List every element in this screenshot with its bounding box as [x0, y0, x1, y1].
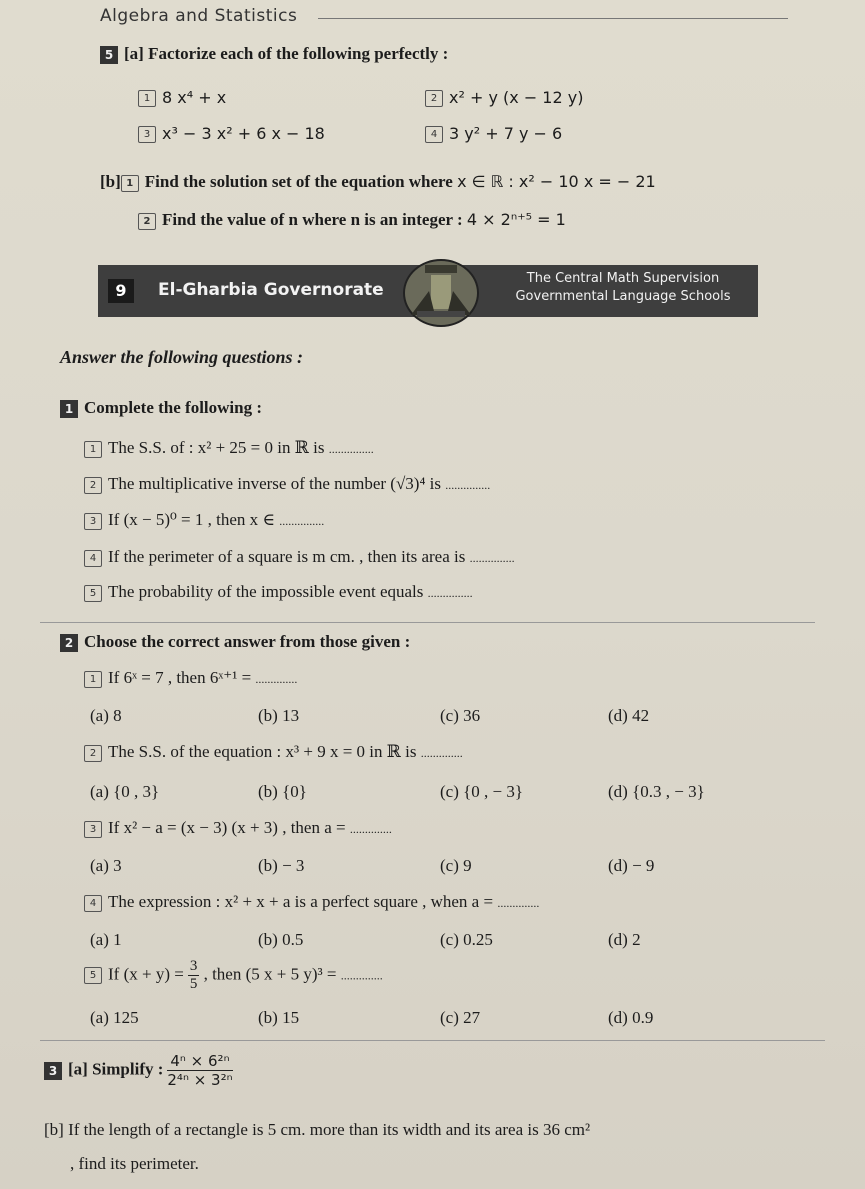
instructions: Answer the following questions : — [60, 347, 304, 367]
q2-item-3-opt-b[interactable]: (b) − 3 — [258, 856, 305, 875]
governorate-emblem-icon — [403, 259, 479, 327]
section-divider-2 — [40, 1040, 825, 1041]
q1-item-3-number: 3 — [84, 513, 102, 530]
q2-item-3-opt-c[interactable]: (c) 9 — [440, 856, 472, 875]
prev-item-2-expr: x² + y (x − 12 y) — [449, 88, 584, 107]
q2-item-2-opt-a[interactable]: (a) {0 , 3} — [90, 782, 160, 801]
prev-item-4-number: 4 — [425, 126, 443, 143]
q2-item-2-number: 2 — [84, 745, 102, 762]
q1-item-5-number: 5 — [84, 585, 102, 602]
q1-item-4 — [84, 547, 515, 567]
q2-item-5-opt-a[interactable]: (a) 125 — [90, 1008, 139, 1027]
prev-item-3-expr: x³ − 3 x² + 6 x − 18 — [162, 124, 325, 143]
q2-item-1-opt-b[interactable]: (b) 13 — [258, 706, 300, 725]
q3-a — [44, 1052, 233, 1089]
q2-item-5-blank: .............. — [340, 968, 383, 983]
prev-q-number: 5 — [100, 46, 118, 64]
q3-b-text: If the length of a rectangle is 5 cm. more than its width and its area is 36 cm² — [68, 1120, 591, 1139]
q1-heading — [60, 398, 262, 418]
q2-item-1-opt-d[interactable]: (d) 42 — [608, 706, 650, 725]
banner-governorate: El-Gharbia Governorate — [158, 280, 384, 300]
prev-item-4-expr: 3 y² + 7 y − 6 — [449, 124, 563, 143]
q1-item-4-number: 4 — [84, 550, 102, 567]
header-rule — [318, 18, 788, 19]
q1-item-3 — [84, 510, 324, 530]
q1-item-1-number: 1 — [84, 441, 102, 458]
q3-a-frac-den: 2⁴ⁿ × 3²ⁿ — [167, 1071, 233, 1089]
q1-item-5-text: The probability of the impossible event equals — [108, 582, 424, 601]
prev-item-3-number: 3 — [138, 126, 156, 143]
q3-b-line2: , find its perimeter. — [70, 1154, 199, 1173]
prev-item-2 — [425, 88, 583, 107]
q2-item-5-text2: , then (5 x + 5 y)³ = — [203, 964, 337, 984]
q2-item-4-blank: .............. — [497, 896, 540, 910]
q1-item-5 — [84, 582, 473, 602]
q2-item-3-number: 3 — [84, 821, 102, 838]
q1-item-4-text: If the perimeter of a square is m cm. , then its area is — [108, 547, 466, 566]
prev-item-2-number: 2 — [425, 90, 443, 107]
prev-item-3 — [138, 124, 325, 143]
prev-a-text: Factorize each of the following perfectly : — [148, 44, 449, 63]
prev-item-1-expr: 8 x⁴ + x — [162, 88, 227, 107]
q3-b — [44, 1120, 590, 1140]
q2-item-3-blank: .............. — [349, 822, 392, 836]
q1-item-3-text: If (x − 5)⁰ = 1 , then x ∈ — [108, 510, 275, 529]
q2-item-5-fraction — [188, 958, 200, 993]
q2-item-1-blank: .............. — [255, 672, 298, 686]
q2-item-1-opt-c[interactable]: (c) 36 — [440, 706, 481, 725]
q2-item-2-opt-d[interactable]: (d) {0.3 , − 3} — [608, 782, 705, 801]
q3-a-frac-num: 4ⁿ × 6²ⁿ — [167, 1052, 232, 1071]
q1-number: 1 — [60, 400, 78, 418]
q2-item-5 — [84, 958, 383, 993]
q2-item-2-opt-b[interactable]: (b) {0} — [258, 782, 307, 801]
q2-item-2-blank: .............. — [420, 746, 463, 760]
prev-b1-expr: x ∈ ℝ : x² − 10 x = − 21 — [457, 172, 656, 191]
prev-item-1 — [138, 88, 226, 107]
header-title: Algebra and Statistics — [100, 6, 298, 26]
prev-item-4 — [425, 124, 562, 143]
banner-supervision: The Central Math Supervision — [526, 271, 720, 286]
q2-item-4-text: The expression : x² + x + a is a perfect square , when a = — [108, 892, 494, 911]
q1-item-2 — [84, 474, 490, 494]
q2-item-2 — [84, 742, 463, 762]
q2-item-5-opt-d[interactable]: (d) 0.9 — [608, 1008, 654, 1027]
q3-a-text: Simplify : — [92, 1059, 164, 1079]
prev-b1-text: Find the solution set of the equation where — [144, 172, 453, 191]
q1-item-1-blank: ............... — [328, 442, 374, 456]
q3-a-fraction — [167, 1052, 232, 1089]
prev-b1 — [100, 172, 656, 192]
q1-item-2-blank: ............... — [445, 478, 491, 492]
prev-b2-number: 2 — [138, 213, 156, 230]
q2-item-5-frac-num: 3 — [189, 958, 198, 974]
q1-item-2-text: The multiplicative inverse of the number (√3)⁴ is — [108, 474, 441, 493]
governorate-banner — [98, 265, 758, 317]
q1-item-1 — [84, 438, 374, 458]
banner-schools: Governmental Language Schools — [515, 289, 731, 304]
q2-item-1-opt-a[interactable]: (a) 8 — [90, 706, 122, 725]
q2-title: Choose the correct answer from those given : — [84, 632, 411, 651]
q1-item-3-blank: ............... — [279, 514, 325, 528]
q2-item-4-number: 4 — [84, 895, 102, 912]
q3-number: 3 — [44, 1062, 62, 1080]
prev-b-label: [b] — [100, 172, 121, 191]
q3-a-label: [a] — [68, 1059, 88, 1079]
prev-b2 — [138, 210, 566, 230]
q2-item-3 — [84, 818, 392, 838]
q2-item-4-opt-d[interactable]: (d) 2 — [608, 930, 641, 949]
prev-a-label: [a] — [124, 44, 144, 63]
q2-item-3-text: If x² − a = (x − 3) (x + 3) , then a = — [108, 818, 346, 837]
q2-item-2-opt-c[interactable]: (c) {0 , − 3} — [440, 782, 524, 801]
q2-item-5-frac-den: 5 — [189, 976, 198, 992]
q1-item-5-blank: ............... — [427, 586, 473, 600]
prev-item-1-number: 1 — [138, 90, 156, 107]
q2-item-5-opt-c[interactable]: (c) 27 — [440, 1008, 481, 1027]
q2-item-5-number: 5 — [84, 967, 102, 984]
q1-title: Complete the following : — [84, 398, 263, 417]
q2-number: 2 — [60, 634, 78, 652]
prev-q-a — [100, 44, 448, 64]
q1-item-4-blank: ............... — [469, 551, 515, 565]
section-divider — [40, 622, 815, 623]
q2-item-1-number: 1 — [84, 671, 102, 688]
q2-item-4 — [84, 892, 539, 912]
q2-item-5-opt-b[interactable]: (b) 15 — [258, 1008, 300, 1027]
prev-b1-number: 1 — [121, 175, 139, 192]
q2-item-4-opt-a[interactable]: (a) 1 — [90, 930, 122, 949]
q1-item-1-text: The S.S. of : x² + 25 = 0 in ℝ is — [108, 438, 325, 457]
q2-item-3-opt-d[interactable]: (d) − 9 — [608, 856, 655, 875]
banner-number: 9 — [108, 279, 134, 303]
q2-item-4-opt-c[interactable]: (c) 0.25 — [440, 930, 493, 949]
q2-item-4-opt-b[interactable]: (b) 0.5 — [258, 930, 304, 949]
q2-item-1 — [84, 668, 297, 688]
q1-item-2-number: 2 — [84, 477, 102, 494]
q2-item-5-text: If (x + y) = — [108, 964, 184, 984]
q3-b-label: [b] — [44, 1120, 64, 1139]
q2-item-3-opt-a[interactable]: (a) 3 — [90, 856, 122, 875]
q2-heading — [60, 632, 410, 652]
q2-item-1-text: If 6ˣ = 7 , then 6ˣ⁺¹ = — [108, 668, 252, 687]
q2-item-2-text: The S.S. of the equation : x³ + 9 x = 0 in ℝ is — [108, 742, 417, 761]
prev-b2-text: Find the value of n where n is an integer : — [162, 210, 463, 229]
prev-b2-expr: 4 × 2ⁿ⁺⁵ = 1 — [466, 210, 566, 229]
